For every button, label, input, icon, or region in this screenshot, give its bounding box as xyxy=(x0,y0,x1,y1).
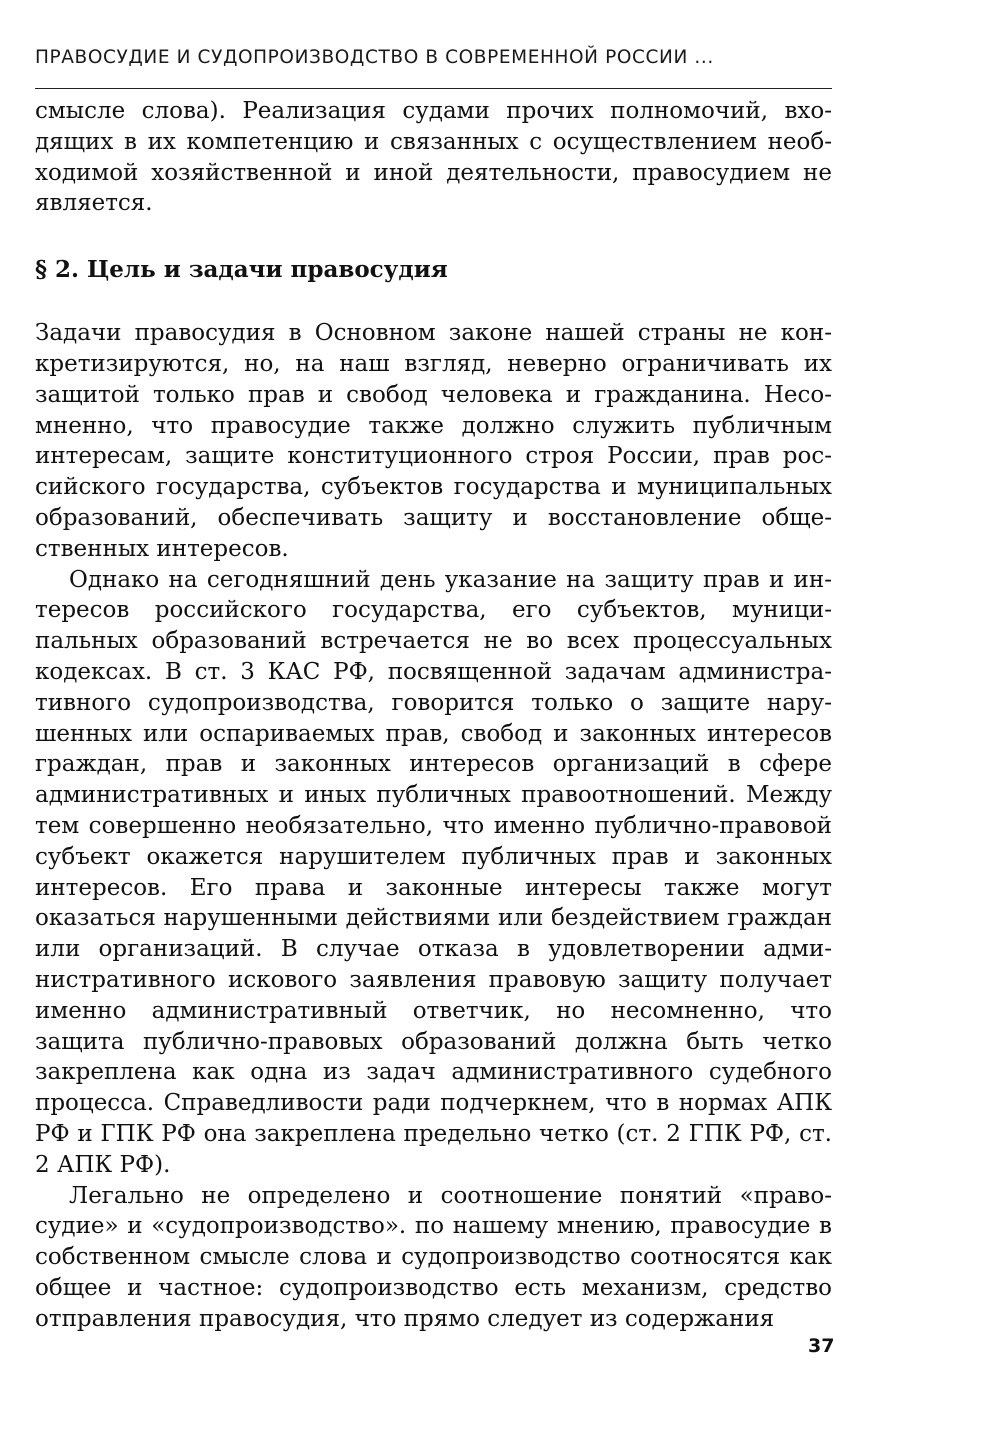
body-text xyxy=(35,96,832,1334)
page-number: 37 xyxy=(808,1335,835,1357)
paragraph-current-state: Однако на сегодняшний день указание на защиту прав и интересов российского государства, его субъектов, муниципальных образований встречается не во всех процессуальных кодексах. В ст. 3 КАС РФ, посвященной задачам административного судопроизводства, говорится только о защите нарушенных или оспариваемых прав, свобод и законных интересов граждан, прав и законных интересов организаций в сфере административных и иных публичных правоотношений. Между тем совершенно необязательно, что именно публично-правовой субъект окажется нарушителем публичных прав и законных интересов. Его права и законные интересы также могут оказаться нарушенными действиями или бездействием граждан или организаций. В случае отказа в удовлетворении административного искового заявления правовую защиту получает именно административный ответчик, но несомненно, что защита публично-правовых образований должна быть четко закреплена как одна из задач административного судебного процесса. Справедливости ради подчеркнем, что в нормах АПК РФ и ГПК РФ она закреплена предельно четко (ст. 2 ГПК РФ, ст. 2 АПК РФ). xyxy=(35,566,832,1178)
paragraph-correlation: Легально не определено и соотношение понятий «правосудие» и «судопроизводство». по нашему мнению, правосудие в собственном смысле слова и судопроизводство соотносятся как общее и частное: судопроизводство есть механизм, средство отправления правосудия, что прямо следует из содержания xyxy=(35,1182,832,1332)
header-rule xyxy=(35,88,832,89)
section-heading: § 2. Цель и задачи правосудия xyxy=(35,256,448,284)
running-head: ПРАВОСУДИЕ И СУДОПРОИЗВОДСТВО В СОВРЕМЕННОЙ РОССИИ ... xyxy=(35,47,714,68)
paragraph-continuation: смысле слова). Реализация судами прочих полномочий, входящих в их компетенцию и связанных с осуществлением необходимой хозяйственной и иной деятельности, правосудием не является. xyxy=(35,98,832,217)
paragraph-tasks: Задачи правосудия в Основном законе нашей страны не конкретизируются, но, на наш взгляд, неверно ограничивать их защитой только прав и свобод человека и гражданина. Несомненно, что правосудие также должно служить публичным интересам, защите конституционного строя России, прав российского государства, субъектов государства и муниципальных образований, обеспечивать защиту и восстановление общественных интересов. xyxy=(35,320,832,562)
